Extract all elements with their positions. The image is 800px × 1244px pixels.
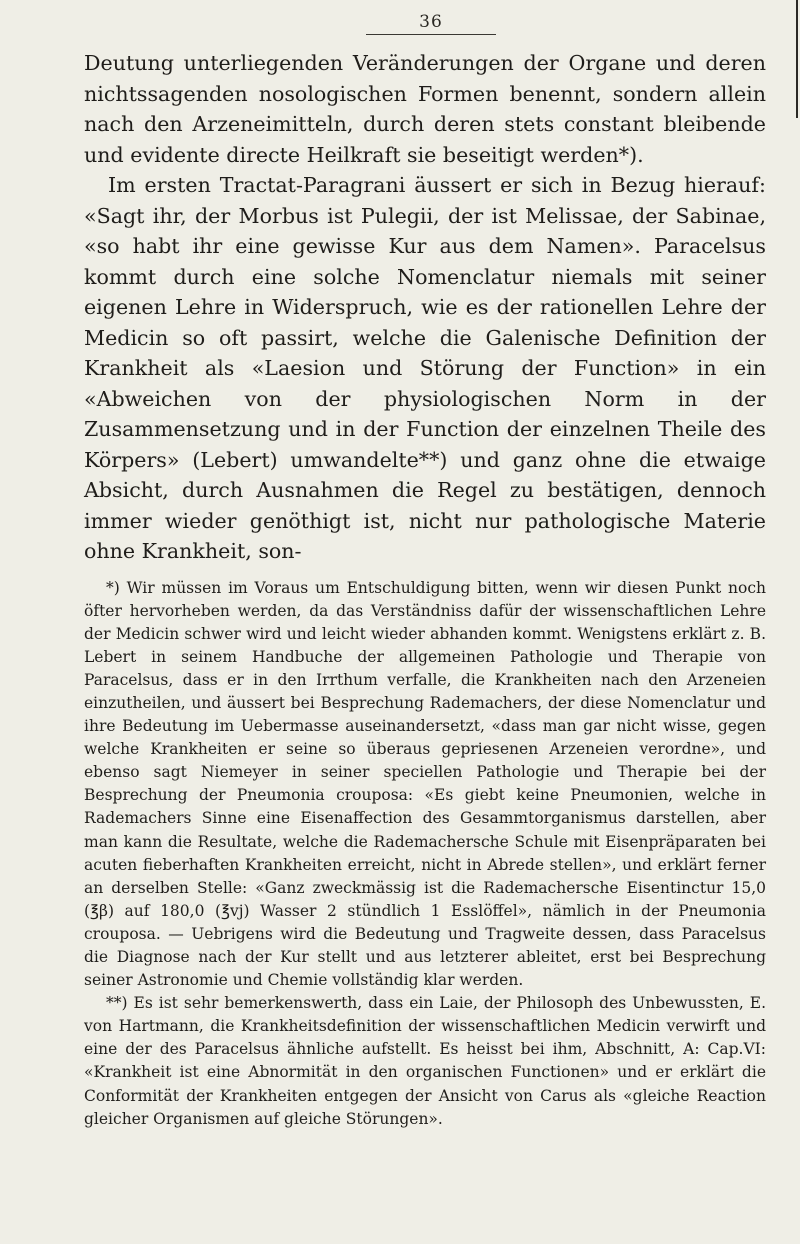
page-edge-line <box>796 0 798 118</box>
header-rule <box>366 34 496 35</box>
body-paragraph-2: Im ersten Tractat-Paragrani äussert er sich in Bezug hierauf: «Sagt ihr, der Morbus ist Pulegii, der ist Melissae, der Sabinae, «so habt ihr eine gewisse Kur aus dem Namen». Paracelsus kommt durch eine solche Nomenclatur niemals mit seiner eigenen Lehre in Widerspruch, wie es der rationellen Lehre der Medicin so oft passirt, welche die Galenische Definition der Krankheit als «Laesion und Störung der Function» in ein «Abweichen von der physiologischen Norm in der Zusammensetzung und in der Function der einzelnen Theile des Körpers» (Lebert) umwandelte**) und ganz ohne die etwaige Absicht, durch Ausnahmen die Regel zu bestätigen, dennoch immer wieder genöthigt ist, nicht nur pathologische Materie ohne Krankheit, son- <box>84 173 766 563</box>
book-page <box>84 12 766 1131</box>
page-number: 36 <box>419 12 443 32</box>
footnotes <box>84 577 766 1131</box>
footnote-1: *) Wir müssen im Voraus um Entschuldigung bitten, wenn wir diesen Punkt noch öfter hervorheben werden, da das Verständniss dafür der wissenschaftlichen Lehre der Medicin schwer wird und leicht wieder abhanden kommt. Wenigstens erklärt z. B. Lebert in seinem Handbuche der allgemeinen Pathologie und Therapie von Paracelsus, dass er in den Irrthum verfalle, die Krankheiten nach den Arzeneien einzutheilen, und äussert bei Besprechung Rademachers, der diese Nomenclatur und ihre Bedeutung im Uebermasse auseinandersetzt, «dass man gar nicht wisse, gegen welche Krankheiten er seine so überaus gepriesenen Arzeneien verordne», und ebenso sagt Niemeyer in seiner speciellen Pathologie und Therapie bei der Besprechung der Pneumonia crouposa: «Es giebt keine Pneumonien, welche in Rademachers Sinne eine Eisenaffection des Gesammtorganismus darstellen, aber man kann die Resultate, welche die Rademachersche Schule mit Eisenpräparaten bei acuten fieberhaften Krankheiten erreicht, nicht in Abrede stellen», und erklärt ferner an derselben Stelle: «Ganz zweckmässig ist die Rademachersche Eisentinctur 15,0 (℥β) auf 180,0 (℥vj) Wasser 2 stündlich 1 Esslöffel», nämlich in der Pneumonia crouposa. — Uebrigens wird die Bedeutung und Tragweite dessen, dass Paracelsus die Diagnose nach der Kur stellt und aus letzterer ableitet, erst bei Besprechung seiner Astronomie und Chemie vollständig klar werden. <box>84 578 766 990</box>
main-text <box>84 48 766 567</box>
footnote-2: **) Es ist sehr bemerkenswerth, dass ein Laie, der Philosoph des Unbewussten, E. von Hartmann, die Krankheitsdefinition der wissenschaftlichen Medicin verwirft und eine der des Paracelsus ähnliche aufstellt. Es heisst bei ihm, Abschnitt, A: Cap.VI: «Krankheit ist eine Abnormität in den organischen Functionen» und er erklärt die Conformität der Krankheiten entgegen der Ansicht von Carus als «gleiche Reaction gleicher Organismen auf gleiche Störungen». <box>84 994 766 1128</box>
body-paragraph-1: Deutung unterliegenden Veränderungen der Organe und deren nichtssagenden nosologischen Formen benennt, sondern allein nach den Arzeneimitteln, durch deren stets constant bleibende und evidente directe Heilkraft sie beseitigt werden*). <box>84 51 766 167</box>
